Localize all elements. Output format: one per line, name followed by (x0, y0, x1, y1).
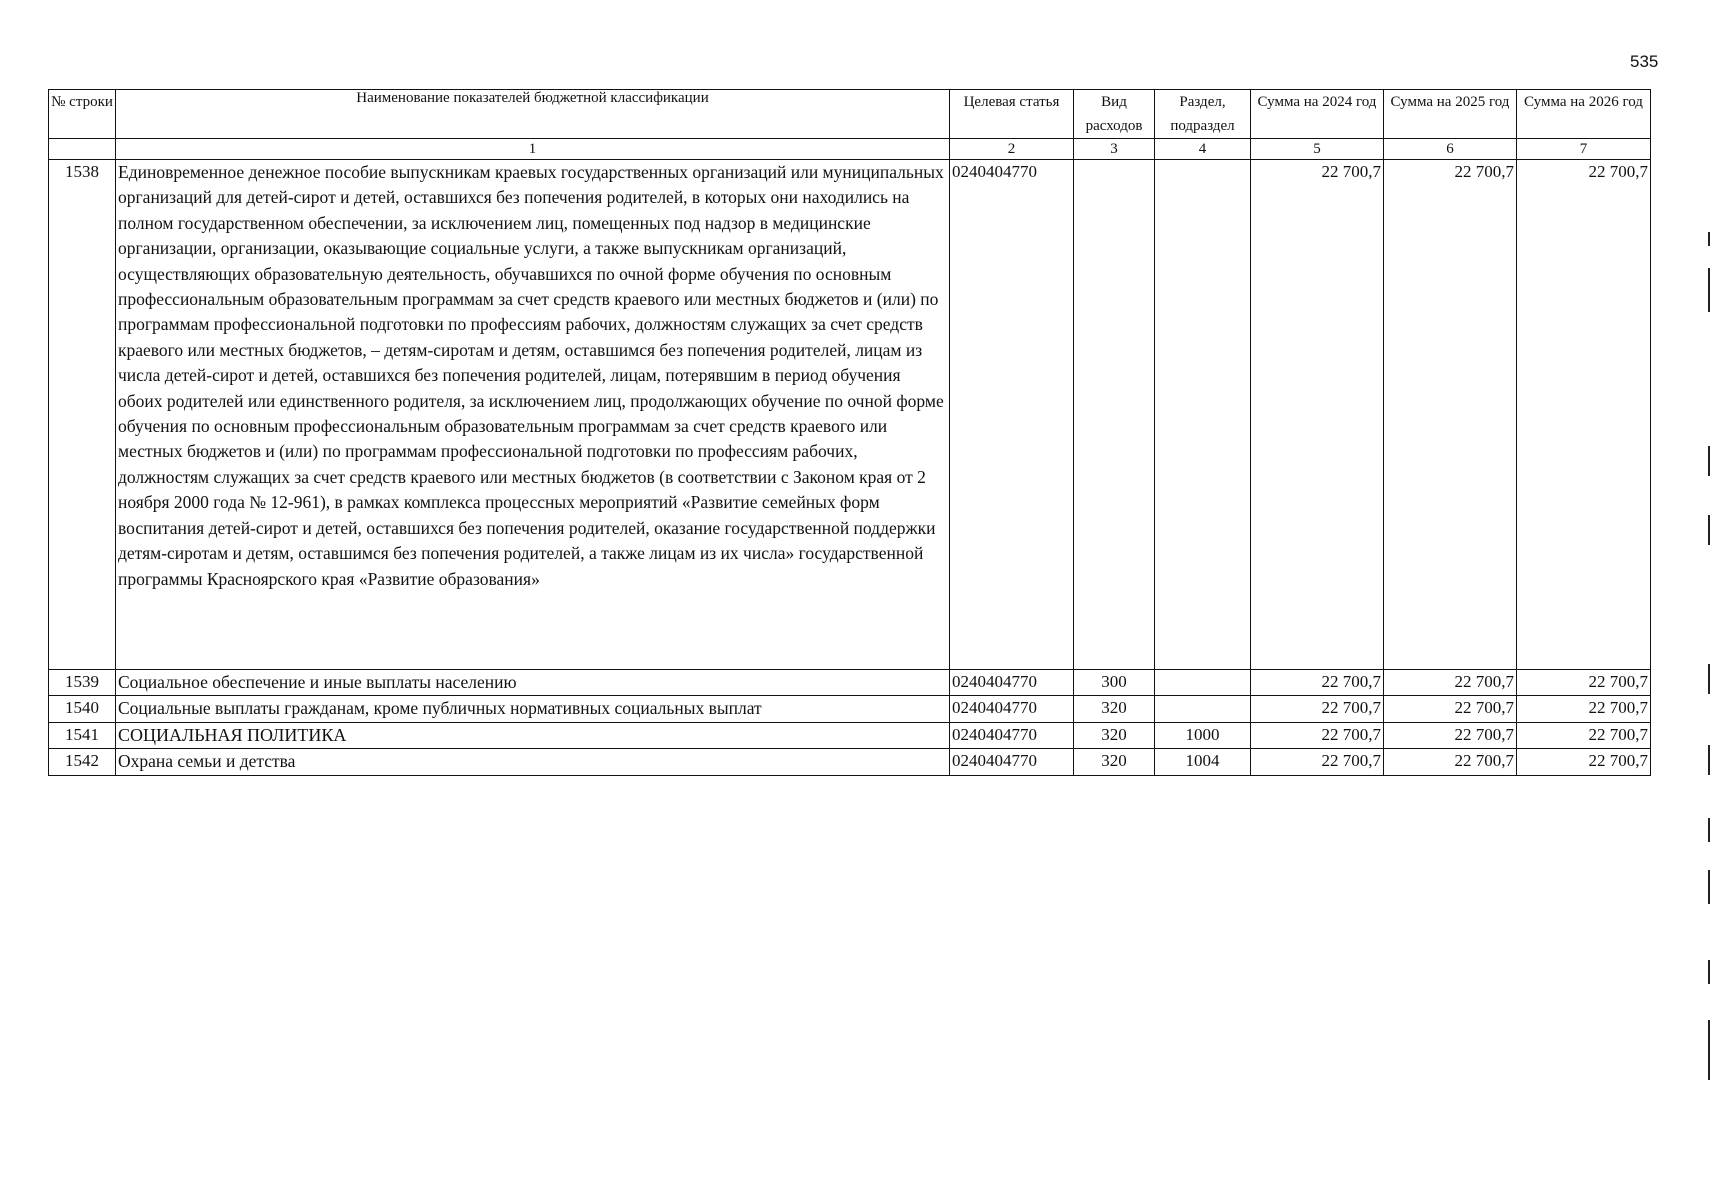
header-sum-2025: Сумма на 2025 год (1384, 90, 1517, 139)
row-section: 1004 (1155, 749, 1251, 775)
row-sum-2026: 22 700,7 (1517, 722, 1651, 748)
row-name: Социальные выплаты гражданам, кроме публичных нормативных социальных выплат (116, 696, 950, 722)
row-section: 1000 (1155, 722, 1251, 748)
row-section (1155, 696, 1251, 722)
row-sum-2025: 22 700,7 (1384, 749, 1517, 775)
scan-edge-mark (1708, 664, 1710, 694)
row-expense-type: 300 (1074, 670, 1155, 696)
row-sum-2024: 22 700,7 (1251, 722, 1384, 748)
row-target: 0240404770 (950, 749, 1074, 775)
row-expense-type (1074, 160, 1155, 670)
row-sum-2026: 22 700,7 (1517, 160, 1651, 670)
row-expense-type: 320 (1074, 722, 1155, 748)
row-name: СОЦИАЛЬНАЯ ПОЛИТИКА (116, 722, 950, 748)
row-expense-type: 320 (1074, 696, 1155, 722)
row-sum-2024: 22 700,7 (1251, 749, 1384, 775)
row-sum-2024: 22 700,7 (1251, 670, 1384, 696)
row-target: 0240404770 (950, 696, 1074, 722)
scan-edge-mark (1708, 870, 1710, 904)
table-row (49, 722, 1651, 748)
row-number: 1540 (49, 696, 116, 722)
scan-edge-mark (1708, 268, 1710, 312)
col-index-6: 6 (1384, 139, 1517, 160)
table-row (49, 670, 1651, 696)
row-number: 1542 (49, 749, 116, 775)
row-number: 1538 (49, 160, 116, 670)
col-index-4: 4 (1155, 139, 1251, 160)
scan-edge-mark (1708, 515, 1710, 545)
header-target: Целевая статья (950, 90, 1074, 139)
header-row-no: № строки (49, 90, 116, 139)
row-expense-type: 320 (1074, 749, 1155, 775)
header-section: Раздел, подраздел (1155, 90, 1251, 139)
header-expense-type: Вид расходов (1074, 90, 1155, 139)
header-sum-2026: Сумма на 2026 год (1517, 90, 1651, 139)
header-sum-2024: Сумма на 2024 год (1251, 90, 1384, 139)
row-number: 1541 (49, 722, 116, 748)
row-sum-2026: 22 700,7 (1517, 696, 1651, 722)
scan-edge-mark (1708, 745, 1710, 775)
table-row (49, 749, 1651, 775)
row-section (1155, 670, 1251, 696)
row-target: 0240404770 (950, 722, 1074, 748)
row-section (1155, 160, 1251, 670)
row-target: 0240404770 (950, 670, 1074, 696)
row-sum-2026: 22 700,7 (1517, 749, 1651, 775)
col-index-1: 1 (116, 139, 950, 160)
scan-edge-mark (1708, 960, 1710, 984)
page-number: 535 (1630, 52, 1659, 71)
col-index-5: 5 (1251, 139, 1384, 160)
col-index-2: 2 (950, 139, 1074, 160)
header-name: Наименование показателей бюджетной классификации (116, 90, 950, 139)
header-row (49, 90, 1651, 139)
row-sum-2025: 22 700,7 (1384, 160, 1517, 670)
table-row (49, 160, 1651, 670)
row-name: Единовременное денежное пособие выпускникам краевых государственных организаций или муниципальных организаций для детей-сирот и детей, оставшихся без попечения родителей, в которых они находились на полном государственном обеспечении, за исключением лиц, помещенных под надзор в медицинские организации, организации, оказывающие социальные услуги, а также выпускникам организаций, осуществляющих образовательную деятельность, обучавшихся по очной форме обучения по основным профессиональным образовательным программам за счет средств краевого или местных бюджетов и (или) по программам профессиональной подготовки по профессиям рабочих, должностям служащих за счет средств краевого или местных бюджетов, – детям-сиротам и детям, оставшимся без попечения родителей, лицам из числа детей-сирот и детей, оставшихся без попечения родителей, лицам, потерявшим в период обучения обоих родителей или единственного родителя, за исключением лиц, продолжающих обучение по очной форме обучения по основным профессиональным образовательным программам за счет средств краевого или местных бюджетов и (или) по программам профессиональной подготовки по профессиям рабочих, должностям служащих за счет средств краевого или местных бюджетов (в соответствии с Законом края от 2 ноября 2000 года № 12-961), в рамках комплекса процессных мероприятий «Развитие семейных форм воспитания детей-сирот и детей, оставшихся без попечения родителей, оказание государственной поддержки детям-сиротам и детям, оставшимся без попечения родителей, а также лицам из их числа» государственной программы Красноярского края «Развитие образования» (116, 160, 950, 670)
scan-edge-mark (1708, 446, 1710, 476)
row-sum-2025: 22 700,7 (1384, 722, 1517, 748)
column-index-row (49, 139, 1651, 160)
row-sum-2024: 22 700,7 (1251, 160, 1384, 670)
row-name: Охрана семьи и детства (116, 749, 950, 775)
col-index-0 (49, 139, 116, 160)
col-index-7: 7 (1517, 139, 1651, 160)
row-target: 0240404770 (950, 160, 1074, 670)
scan-edge-mark (1708, 232, 1710, 246)
row-sum-2026: 22 700,7 (1517, 670, 1651, 696)
table-row (49, 696, 1651, 722)
row-sum-2025: 22 700,7 (1384, 696, 1517, 722)
col-index-3: 3 (1074, 139, 1155, 160)
row-number: 1539 (49, 670, 116, 696)
budget-table (48, 89, 1651, 776)
row-sum-2024: 22 700,7 (1251, 696, 1384, 722)
scan-edge-mark (1708, 818, 1710, 842)
row-sum-2025: 22 700,7 (1384, 670, 1517, 696)
scan-edge-mark (1708, 1020, 1710, 1080)
row-name: Социальное обеспечение и иные выплаты населению (116, 670, 950, 696)
